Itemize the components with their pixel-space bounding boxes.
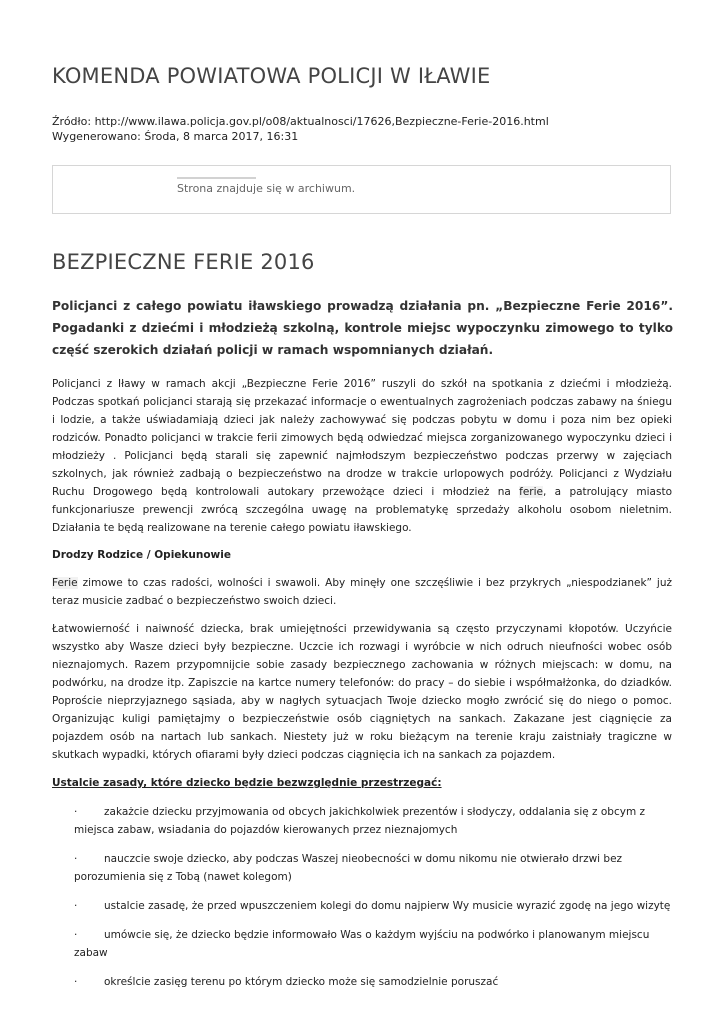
archive-notice-bar	[177, 177, 256, 179]
list-item	[52, 897, 672, 915]
paragraph-ferie	[52, 574, 672, 610]
ferie-link[interactable]: ferie	[519, 486, 543, 498]
ferie-link-2[interactable]: Ferie	[52, 577, 78, 589]
rules-list	[52, 803, 672, 991]
list-item	[52, 926, 672, 962]
paragraph-intro-end: , a patrolujący miasto funkcjonariusze prewencji zwrócą szczególna uwagę na problematykę sprzedaży alkoholu osobom nieletnim. Działania te będą realizowane na terenie całego powiatu iławskiego.	[52, 486, 672, 534]
article-title: BEZPIECZNE FERIE 2016	[52, 250, 315, 274]
heading-rules: Ustalcie zasady, które dziecko będzie bezwzględnie przestrzegać:	[52, 777, 442, 789]
site-title: KOMENDA POWIATOWA POLICJI W IŁAWIE	[52, 64, 491, 88]
rule-text: określcie zasięg terenu po którym dziecko może się samodzielnie poruszać	[104, 976, 499, 988]
paragraph-safety: Łatwowierność i naiwność dziecka, brak umiejętności przewidywania są często przyczynami kłopotów. Uczyńcie wszystko aby Wasze dzieci były bezpieczne. Uczcie ich rozwagi i wyróbcie w nich odruch nieufności wobec osób nieznajomych. Razem przypomnijcie sobie zasady bezpiecznego zachowania w różnych miejscach: w domu, na podwórku, na drodze itp. Zapiszcie na kartce numery telefonów: do pracy – do siebie i współmałżonka, do dziadków. Poproście nieprzyjaznego sąsiada, aby w nagłych sytuacjach Twoje dziecko mogło zwrócić się do niego o pomoc. Organizując kuligi pamiętajmy o bezpieczeństwie osób ciągniętych na sankach. Zakazane jest ciągnięcie za pojazdem osób na nartach lub sankach. Niestety już w roku bieżącym na terenie kraju zaistniały tragiczne w skutkach wypadki, których ofiarami były dzieci podczas ciągnięcia ich na sankach za pojazdem.	[52, 623, 672, 761]
archive-notice-text: Strona znajduje się w archiwum.	[177, 182, 356, 195]
rule-text: umówcie się, że dziecko będzie informowało Was o każdym wyjściu na podwórko i planowanym miejscu zabaw	[74, 929, 650, 959]
list-item	[52, 973, 672, 991]
article-body	[52, 375, 672, 1002]
list-item	[52, 803, 672, 839]
paragraph-intro-start: Policjanci z Iławy w ramach akcji „Bezpieczne Ferie 2016” ruszyli do szkół na spotkania z dziećmi i młodzieżą. Podczas spotkań policjanci starają się przekazać informacje o ewentualnych zagrożeniach podczas zabawy na śniegu i lodzie, a także uświadamiają dzieci jak należy zachowywać się podczas pobytu w domu i poza nim bez opieki rodziców. Ponadto policjanci w trakcie ferii zimowych będą odwiedzać miejsca zorganizowanego wypoczynku dzieci i młodzieży . Policjanci będą starali się zapewnić najmłodszym bezpieczeństwo podczas przerwy w zajęciach szkolnych, jak również zadbają o bezpieczeństwo na drodze w trakcie urlopowych podróży. Policjanci z Wydziału Ruchu Drogowego będą kontrolowali autokary przewożące dzieci i młodzież na	[52, 378, 672, 498]
bullet-icon: ·	[74, 900, 78, 912]
article-lead: Policjanci z całego powiatu iławskiego prowadzą działania pn. „Bezpieczne Ferie 2016”. Pogadanki z dziećmi i młodzieżą szkolną, kontrole miejsc wypoczynku zimowego to tylko część szerokich działań policji w ramach wspomnianych działań.	[52, 299, 673, 357]
archive-notice-box	[52, 165, 671, 214]
paragraph-ferie-text: zimowe to czas radości, wolności i swawoli. Aby minęły one szczęśliwie i bez przykrych „niespodzianek” już teraz musicie zadbać o bezpieczeństwo swoich dzieci.	[52, 577, 672, 607]
rule-text: ustalcie zasadę, że przed wpuszczeniem kolegi do domu najpierw Wy musicie wyrazić zgodę na jego wizytę	[104, 900, 671, 912]
rule-text: nauczcie swoje dziecko, aby podczas Waszej nieobecności w domu nikomu nie otwierało drzwi bez porozumienia się z Tobą (nawet kolegom)	[74, 853, 623, 883]
bullet-icon: ·	[74, 853, 78, 865]
paragraph-intro	[52, 375, 672, 537]
document-meta	[52, 114, 549, 144]
generated-date: Wygenerowano: Środa, 8 marca 2017, 16:31	[52, 130, 299, 143]
bullet-icon: ·	[74, 976, 78, 988]
source-url: Źródło: http://www.ilawa.policja.gov.pl/o08/aktualnosci/17626,Bezpieczne-Ferie-2016.html	[52, 115, 549, 128]
list-item	[52, 850, 672, 886]
rule-text: zakażcie dziecku przyjmowania od obcych jakichkolwiek prezentów i słodyczy, oddalania się z obcym z miejsca zabaw, wsiadania do pojazdów kierowanych przez nieznajomych	[74, 806, 646, 836]
heading-parents: Drodzy Rodzice / Opiekunowie	[52, 549, 231, 561]
bullet-icon: ·	[74, 929, 78, 941]
bullet-icon: ·	[74, 806, 78, 818]
